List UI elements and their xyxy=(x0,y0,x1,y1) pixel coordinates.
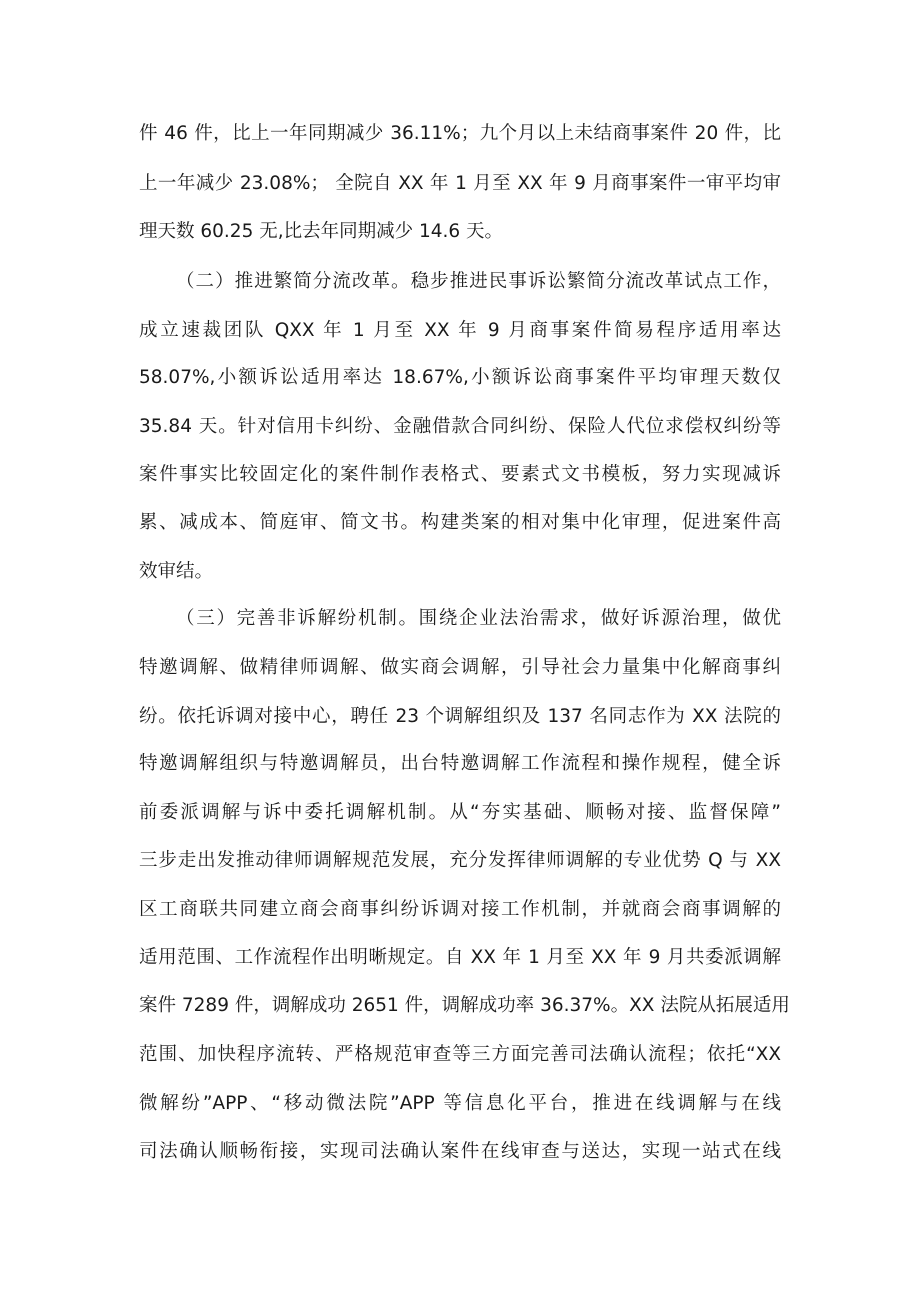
text-line: 前委派调解与诉中委托调解机制。从“夯实基础、顺畅对接、监督保障” xyxy=(139,802,781,823)
text-line: 纷。依托诉调对接中心，聘任 23 个调解组织及 137 名同志作为 XX 法院的 xyxy=(139,706,781,727)
text-line: 上一年减少 23.08%； 全院自 XX 年 1 月至 XX 年 9 月商事案件一审平均审 xyxy=(139,173,781,194)
text-line: 案件事实比较固定化的案件制作表格式、要素式文书模板，努力实现减诉 xyxy=(139,464,781,485)
text-line: 35.84 天。针对信用卡纠纷、金融借款合同纠纷、保险人代位求偿权纠纷等 xyxy=(139,416,781,437)
text-line: 三步走出发推动律师调解规范发展，充分发挥律师调解的专业优势 Q 与 XX xyxy=(139,850,781,871)
text-line: 件 46 件，比上一年同期减少 36.11%；九个月以上未结商事案件 20 件，比 xyxy=(139,123,781,144)
text-line: 特邀调解、做精律师调解、做实商会调解，引导社会力量集中化解商事纠 xyxy=(139,657,781,678)
text-line: 成立速裁团队 QXX 年 1 月至 XX 年 9 月商事案件简易程序适用率达 xyxy=(139,320,781,341)
text-line: 案件 7289 件，调解成功 2651 件，调解成功率 36.37%。XX 法院从拓展适用 xyxy=(139,995,790,1016)
text-line: 范围、加快程序流转、严格规范审查等三方面完善司法确认流程；依托“XX xyxy=(139,1044,781,1065)
text-line: 理天数 60.25 无,比去年同期减少 14.6 天。 xyxy=(139,221,504,242)
text-line: 适用范围、工作流程作出明晰规定。自 XX 年 1 月至 XX 年 9 月共委派调解 xyxy=(139,947,781,968)
text-line: 58.07%,小额诉讼适用率达 18.67%,小额诉讼商事案件平均审理天数仅 xyxy=(139,367,781,388)
text-line: （三）完善非诉解纷机制。围绕企业法治需求，做好诉源治理，做优 xyxy=(176,608,781,629)
text-line: 效审结。 xyxy=(139,561,214,582)
text-line: （二）推进繁简分流改革。稳步推进民事诉讼繁简分流改革试点工作， xyxy=(176,271,781,292)
text-line: 区工商联共同建立商会商事纠纷诉调对接工作机制，并就商会商事调解的 xyxy=(139,899,781,920)
text-line: 司法确认顺畅衔接，实现司法确认案件在线审查与送达，实现一站式在线 xyxy=(139,1141,781,1162)
text-line: 微解纷”APP、“移动微法院”APP 等信息化平台，推进在线调解与在线 xyxy=(139,1093,781,1114)
text-line: 特邀调解组织与特邀调解员，出台特邀调解工作流程和操作规程，健全诉 xyxy=(139,753,781,774)
text-line: 累、减成本、简庭审、简文书。构建类案的相对集中化审理，促进案件高 xyxy=(139,512,781,533)
